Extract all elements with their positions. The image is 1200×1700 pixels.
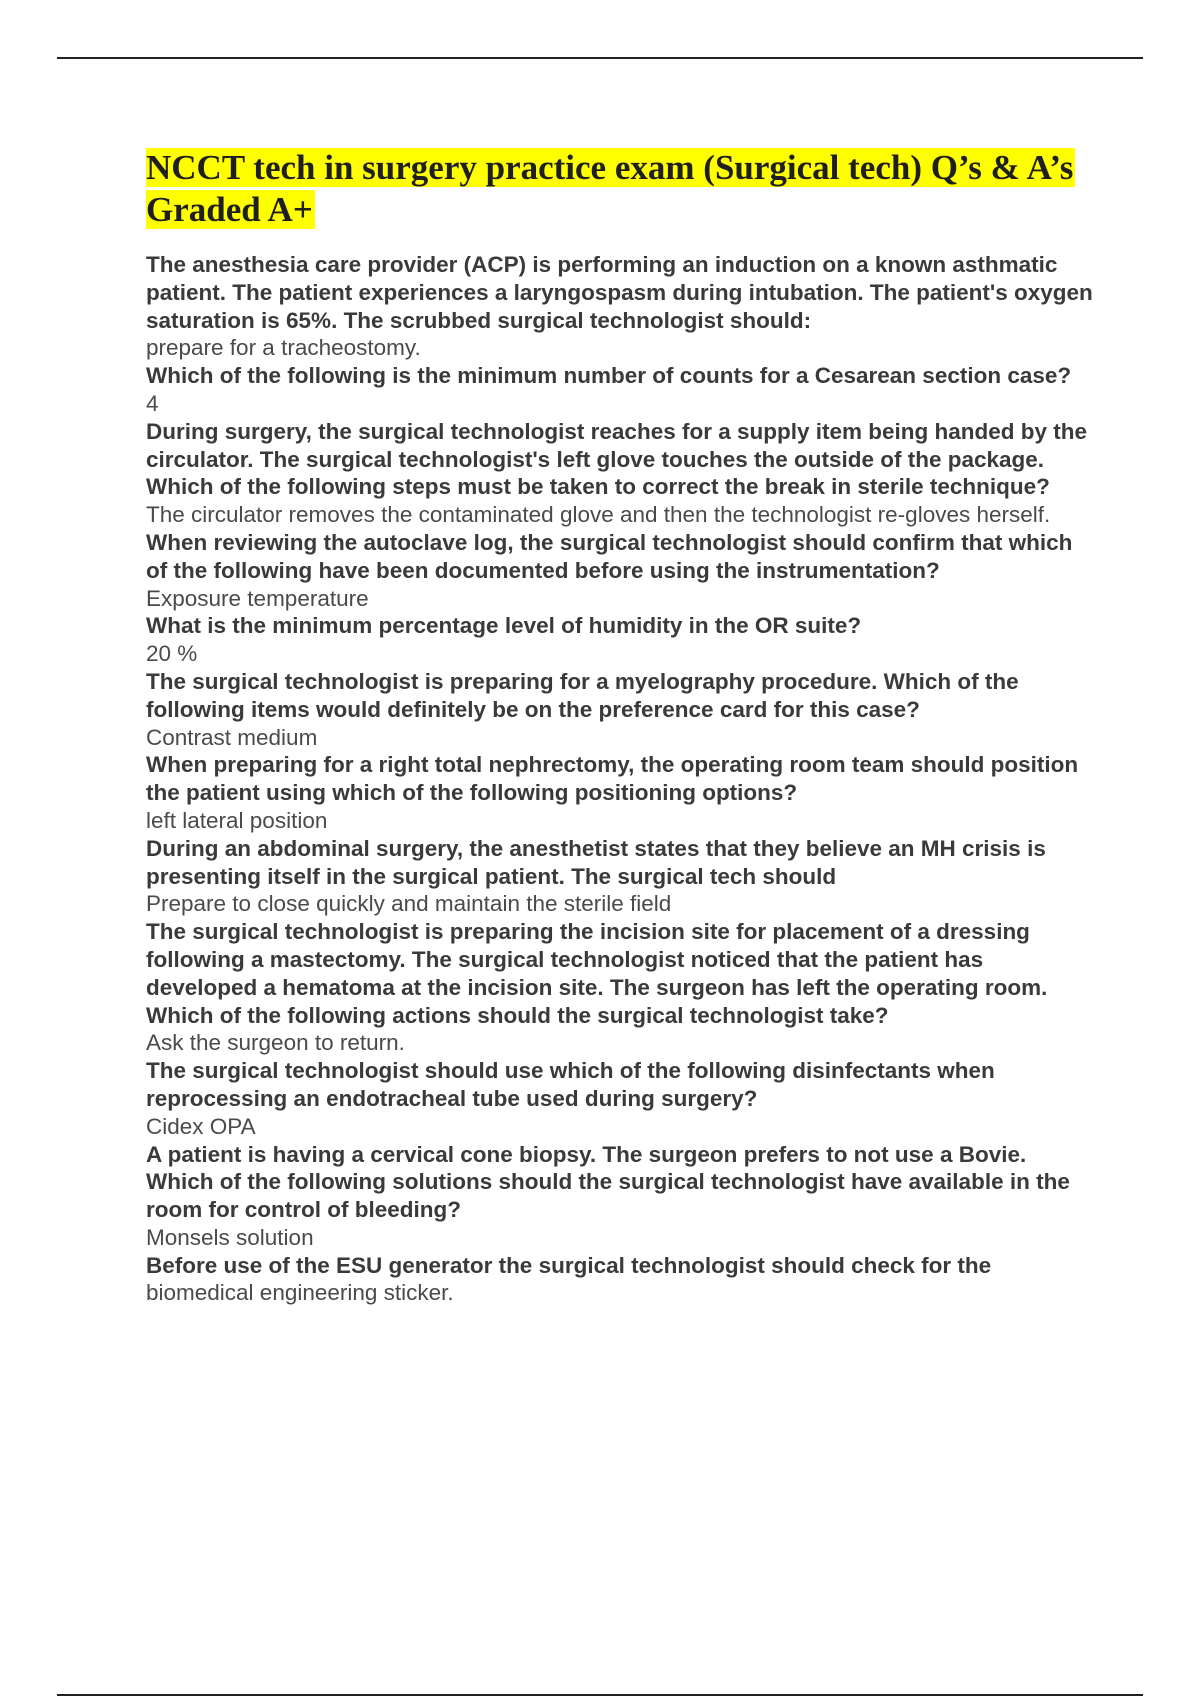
question-text: The surgical technologist is preparing the incision site for placement of a dressing following a mastectomy. The surgical technologist noticed that the patient has developed a hematoma at the incision site. The surgeon has left the operating room. Which of the following actions should the surgical technologist take? xyxy=(146,919,1048,1028)
title-highlight: NCCT tech in surgery practice exam (Surgical tech) Q’s & A’s Graded A+ xyxy=(146,148,1074,229)
answer-text: 4 xyxy=(146,390,159,416)
qa-item xyxy=(146,418,1096,529)
answer-text: Contrast medium xyxy=(146,724,318,750)
qa-item xyxy=(146,529,1096,612)
qa-item xyxy=(146,751,1096,834)
top-rule xyxy=(57,57,1143,59)
answer-text: The circulator removes the contaminated glove and then the technologist re-gloves herself. xyxy=(146,502,1051,528)
qa-item xyxy=(146,918,1096,1057)
qa-item xyxy=(146,251,1096,362)
answer-text: Cidex OPA xyxy=(146,1113,256,1139)
qa-item xyxy=(146,1252,1096,1308)
qa-item xyxy=(146,835,1096,918)
answer-text: 20 % xyxy=(146,641,198,667)
qa-item xyxy=(146,1141,1096,1252)
answer-text: Monsels solution xyxy=(146,1224,314,1250)
question-text: What is the minimum percentage level of humidity in the OR suite? xyxy=(146,613,862,639)
question-text: When reviewing the autoclave log, the surgical technologist should confirm that which of the following have been documented before using the instrumentation? xyxy=(146,529,1073,583)
qa-item xyxy=(146,668,1096,751)
qa-item xyxy=(146,362,1096,418)
qa-item xyxy=(146,1057,1096,1140)
answer-text: Exposure temperature xyxy=(146,585,369,611)
question-text: A patient is having a cervical cone biopsy. The surgeon prefers to not use a Bovie. Which of the following solutions should the surgical technologist have available in the room for control of bleeding? xyxy=(146,1141,1070,1223)
document-body xyxy=(146,147,1096,1307)
question-text: During an abdominal surgery, the anesthetist states that they believe an MH crisis is presenting itself in the surgical patient. The surgical tech should xyxy=(146,835,1046,889)
qa-list xyxy=(146,251,1096,1307)
question-text: During surgery, the surgical technologist reaches for a supply item being handed by the circulator. The surgical technologist's left glove touches the outside of the package. Which of the following steps must be taken to correct the break in sterile technique? xyxy=(146,418,1088,500)
answer-text: biomedical engineering sticker. xyxy=(146,1280,454,1306)
bottom-rule xyxy=(57,1694,1143,1696)
answer-text: Prepare to close quickly and maintain the sterile field xyxy=(146,891,672,917)
answer-text: Ask the surgeon to return. xyxy=(146,1030,405,1056)
question-text: The surgical technologist is preparing for a myelography procedure. Which of the following items would definitely be on the preference card for this case? xyxy=(146,668,1019,722)
answer-text: prepare for a tracheostomy. xyxy=(146,335,421,361)
question-text: Which of the following is the minimum number of counts for a Cesarean section case? xyxy=(146,363,1072,389)
question-text: Before use of the ESU generator the surgical technologist should check for the xyxy=(146,1252,992,1278)
question-text: When preparing for a right total nephrectomy, the operating room team should position the patient using which of the following positioning options? xyxy=(146,752,1079,806)
answer-text: left lateral position xyxy=(146,807,328,833)
question-text: The anesthesia care provider (ACP) is performing an induction on a known asthmatic patient. The patient experiences a laryngospasm during intubation. The patient's oxygen saturation is 65%. The scrubbed surgical technologist should: xyxy=(146,252,1093,333)
qa-item xyxy=(146,612,1096,668)
question-text: The surgical technologist should use which of the following disinfectants when reprocessing an endotracheal tube used during surgery? xyxy=(146,1058,995,1111)
document-title xyxy=(146,147,1096,231)
